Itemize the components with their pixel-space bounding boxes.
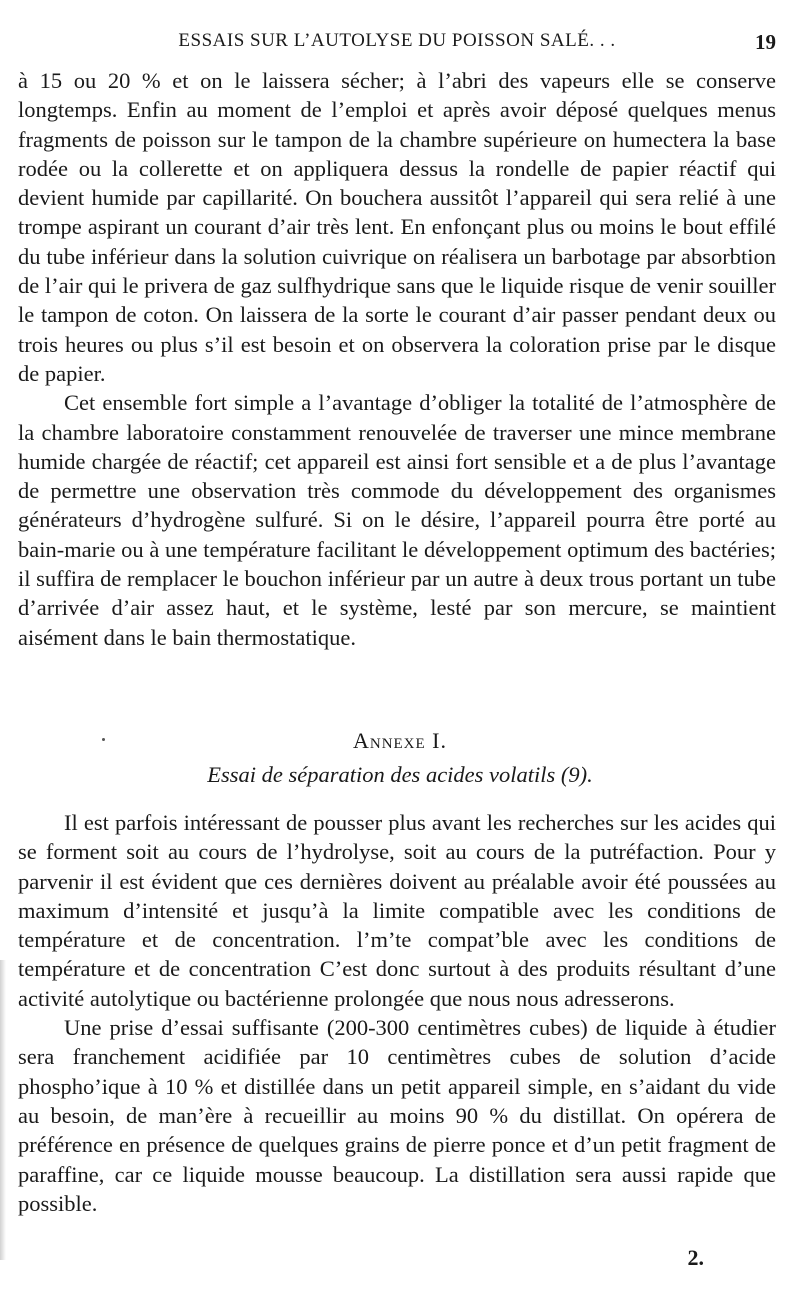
paragraph: Cet ensemble fort simple a l’avantage d’obliger la totalité de l’atmosphère de la chambre laboratoire constamment renouvelée de traverser une mince membrane humide chargée de réactif; cet appareil est ainsi fort sensible et a de plus l’avantage de permettre une observation très commode du développement des organismes générateurs d’hydrogène sulfuré. Si on le désire, l’appareil pourra être porté au bain-marie ou à une température facilitant le développement optimum des bactéries; il suffira de remplacer le bouchon inférieur par un autre à deux trous portant un tube d’arrivée d’air assez haut, et le système, lesté par son mercure, se maintient aisément dans le bain thermostatique. xyxy=(18,390,776,650)
paragraph: Une prise d’essai suffisante (200-300 centimètres cubes) de liquide à étudier sera franchement acidifiée par 10 centimètres cubes de solution d’acide phospho’ique à 10 % et distillée dans un petit appareil simple, en s’aidant du vide au besoin, de man’ère à recueillir au moins 90 % du distillat. On opérera de préférence en présence de quelques grains de pierre ponce et d’un petit fragment de paraffine, car ce liquide mousse beaucoup. La distillation sera aussi rapide que possible. xyxy=(18,1015,776,1216)
running-head xyxy=(18,30,776,60)
body-text-section-2 xyxy=(18,808,776,1218)
page-number: 19 xyxy=(755,30,776,54)
binding-shadow xyxy=(0,960,6,1260)
paragraph-continuation: à 15 ou 20 % et on le laissera sécher; à l’abri des vapeurs elle se conserve longtemps. Enfin au moment de l’emploi et après avoir déposé quelques menus fragments de poisson sur le tampon de la chambre supérieure on humectera la base rodée ou la collerette et on appliquera dessus la rondelle de papier réactif qui devient humide par capillarité. On bouchera aussitôt l’appareil qui sera relié à une trompe aspirant un courant d’air très lent. En enfonçant plus ou moins le bout effilé du tube inférieur dans la solution cuivrique on réalisera un barbotage par absorbtion de l’air qui le privera de gaz sulfhydrique sans que le liquide risque de venir souiller le tampon de coton. On laissera de la sorte le courant d’air passer pendant deux ou trois heures ou plus s’il est besoin et on observera la coloration prise par le disque de papier. xyxy=(18,68,776,386)
running-title: ESSAIS SUR L’AUTOLYSE DU POISSON SALÉ. . . xyxy=(178,30,616,51)
paragraph: Il est parfois intéressant de pousser plus avant les recherches sur les acides qui se forment soit au cours de l’hydrolyse, soit au cours de la putréfaction. Pour y parvenir il est évident que ces dernières doivent au préalable avoir été poussées au maximum d’intensité et jusqu’à la limite compatible avec les conditions de température et de concentration. l’m’te compat’ble avec les conditions de température et de concentration C’est donc surtout à des produits résultant d’une activité autolytique ou bactérienne prolongée que nous nous adresserons. xyxy=(18,810,776,1011)
body-text-section-1 xyxy=(18,66,776,652)
signature-mark: 2. xyxy=(687,1245,704,1270)
annex-subtitle: Essai de séparation des acides volatils (9). xyxy=(207,762,593,787)
annex-heading: Annexe I. xyxy=(352,728,448,753)
